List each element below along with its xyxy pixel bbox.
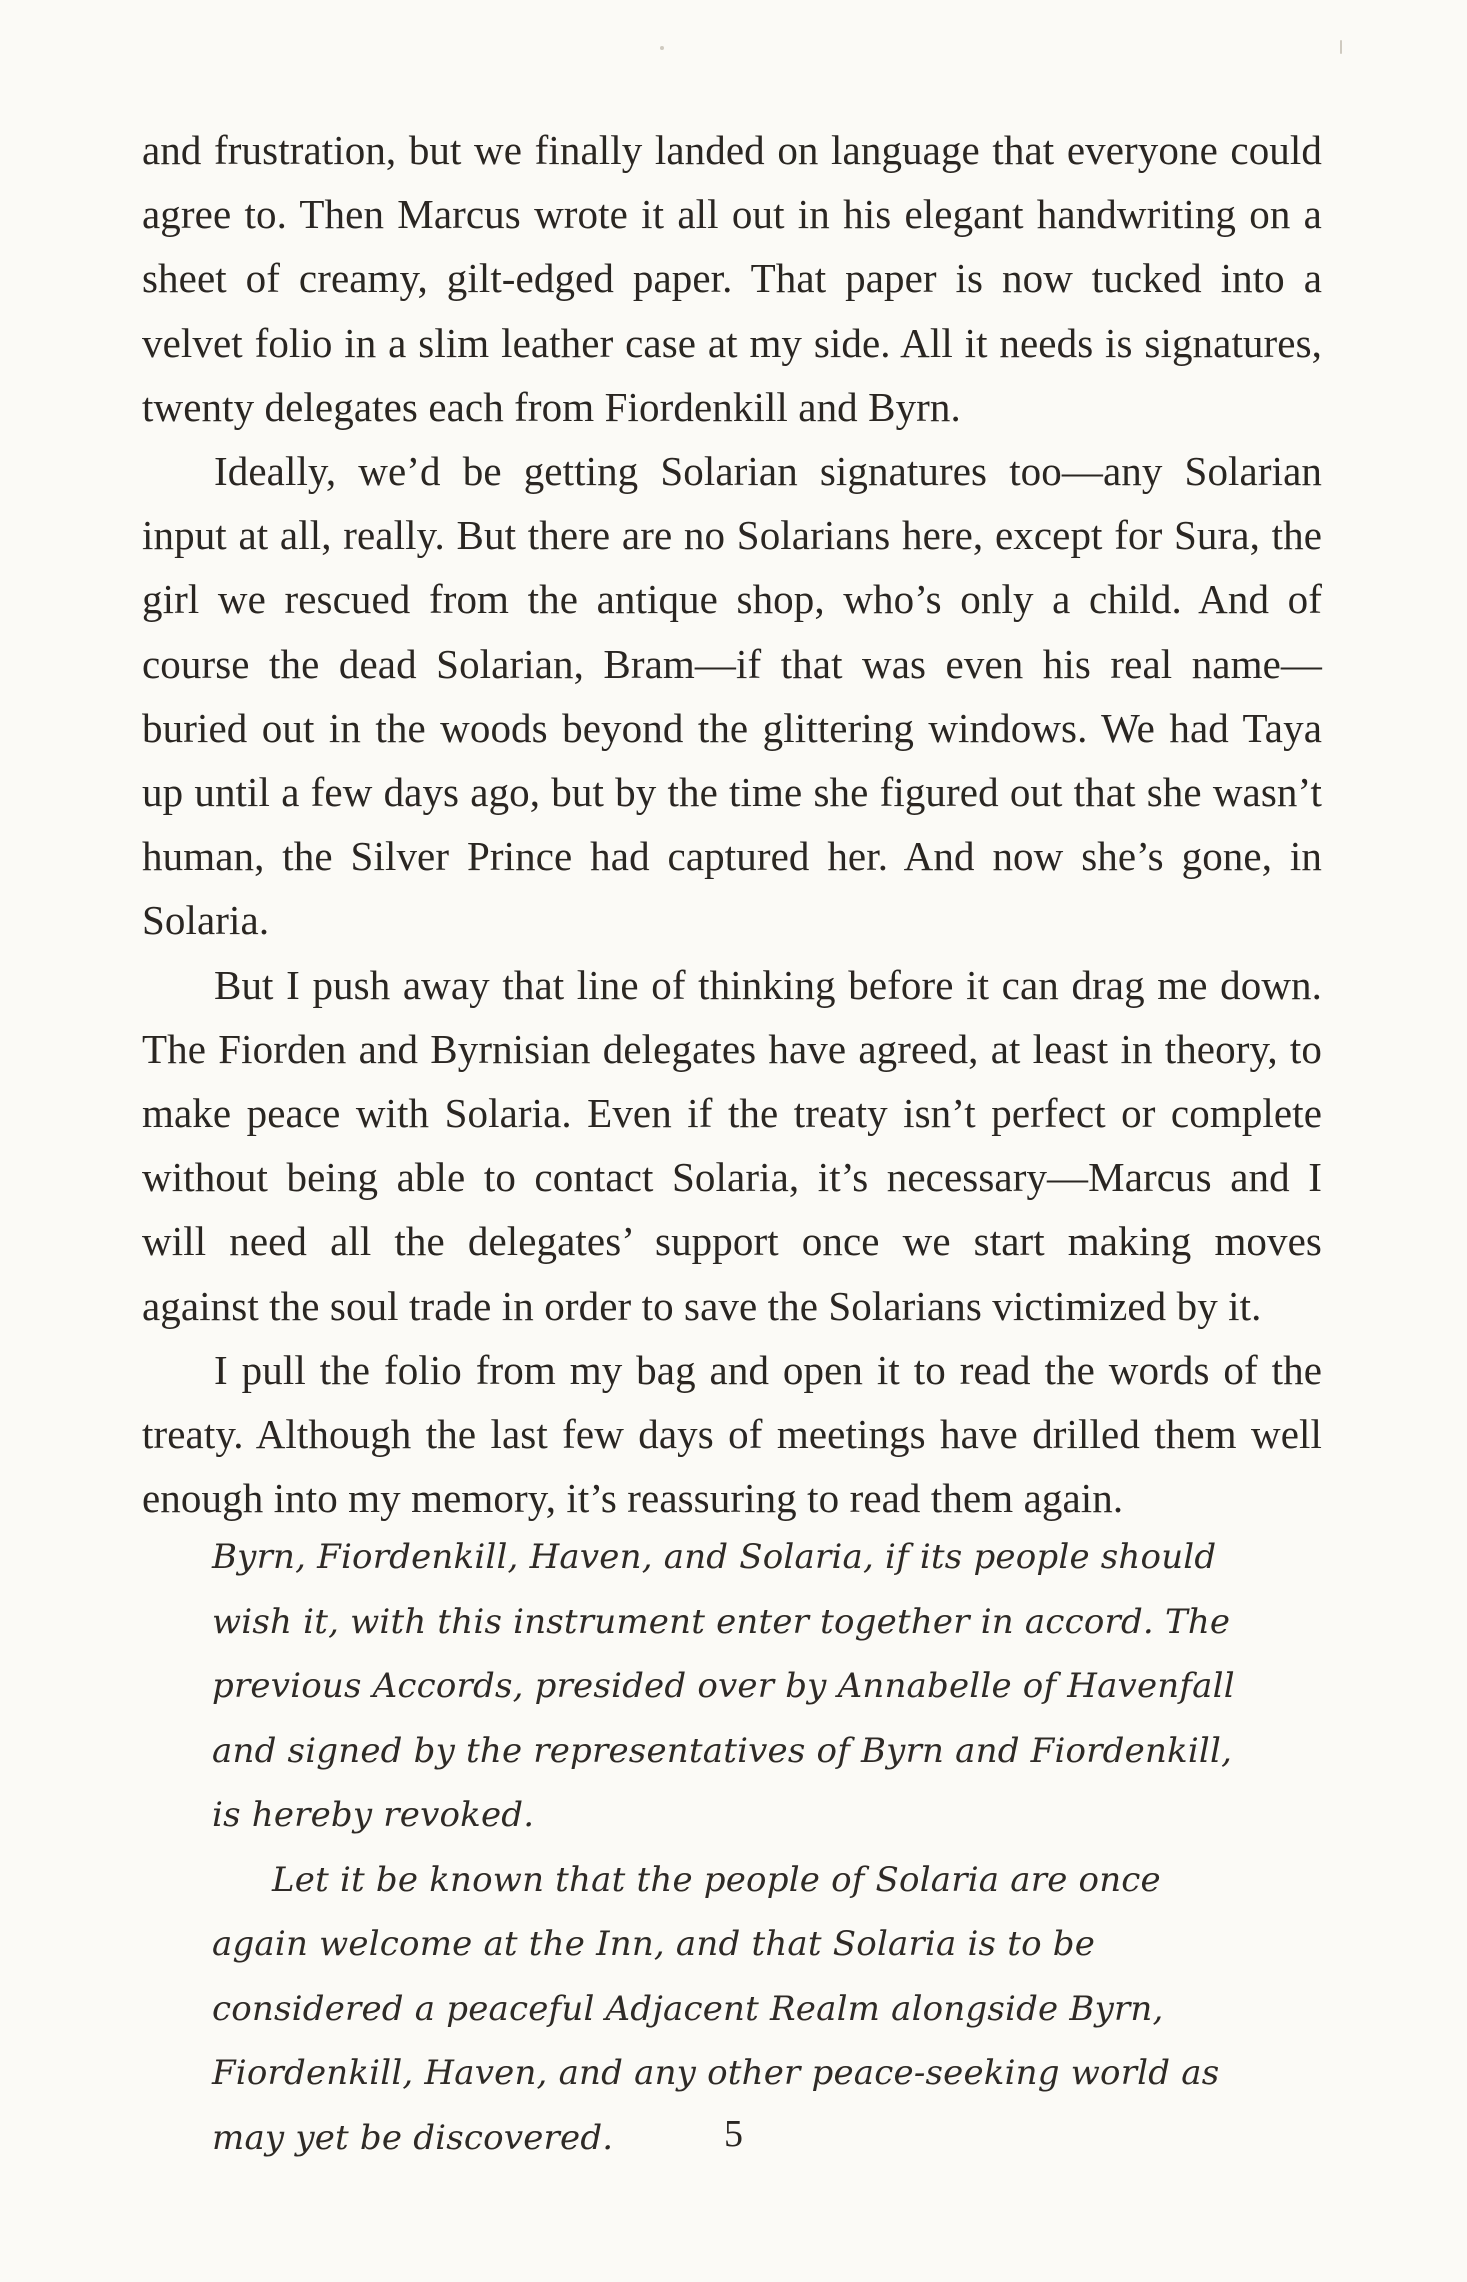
treaty-paragraph: Byrn, Fiordenkill, Haven, and Solaria, if its people should wish it, with this instrument enter together in accord. The previous Accords, presided over by Annabelle of Havenfall and signed by the representatives of Byrn and Fiordenkill, is hereby revoked. — [212, 1537, 1235, 1835]
paper-speck — [660, 46, 664, 50]
page-number: 5 — [724, 2113, 743, 2155]
treaty-paragraph: Let it be known that the people of Solaria are once again welcome at the Inn, and that Solaria is to be considered a peaceful Adjacent Realm alongside Byrn, Fiordenkill, Haven, and any other peace-seeking world as may yet be discovered. — [212, 1859, 1220, 2158]
body-paragraph: Ideally, we’d be getting Solarian signatures too—any Solarian input at all, really. But there are no Solarians here, except for Sura, the girl we rescued from the antique shop, who’s only a child. And of course the dead Solarian, Bram—if that was even his real name—buried out in the woods beyond the glittering windows. We had Taya up until a few days ago, but by the time she figured out that she wasn’t human, the Silver Prince had captured her. And now she’s gone, in Solaria. — [142, 448, 1322, 944]
body-paragraph: and frustration, but we finally landed on language that everyone could agree to. Then Marcus wrote it all out in his elegant handwriting on a sheet of creamy, gilt-edged paper. That paper is now tucked into a velvet folio in a slim leather case at my side. All it needs is signatures, twenty delegates each from Fiordenkill and Byrn. — [142, 127, 1322, 430]
body-paragraph: I pull the folio from my bag and open it to read the words of the treaty. Although the last few days of meetings have drilled them well enough into my memory, it’s reassuring to read them again. — [142, 1346, 1322, 1522]
treaty-text — [212, 1525, 1267, 2170]
paper-speck — [1340, 40, 1342, 54]
body-paragraph: But I push away that line of thinking before it can drag me down. The Fiorden and Byrnisian delegates have agreed, at least in theory, to make peace with Solaria. Even if the treaty isn’t perfect or complete without being able to contact Solaria, it’s necessary—Marcus and I will need all the delegates’ support once we start making moves against the soul trade in order to save the Solarians victimized by it. — [142, 961, 1322, 1329]
body-text — [142, 118, 1322, 1530]
